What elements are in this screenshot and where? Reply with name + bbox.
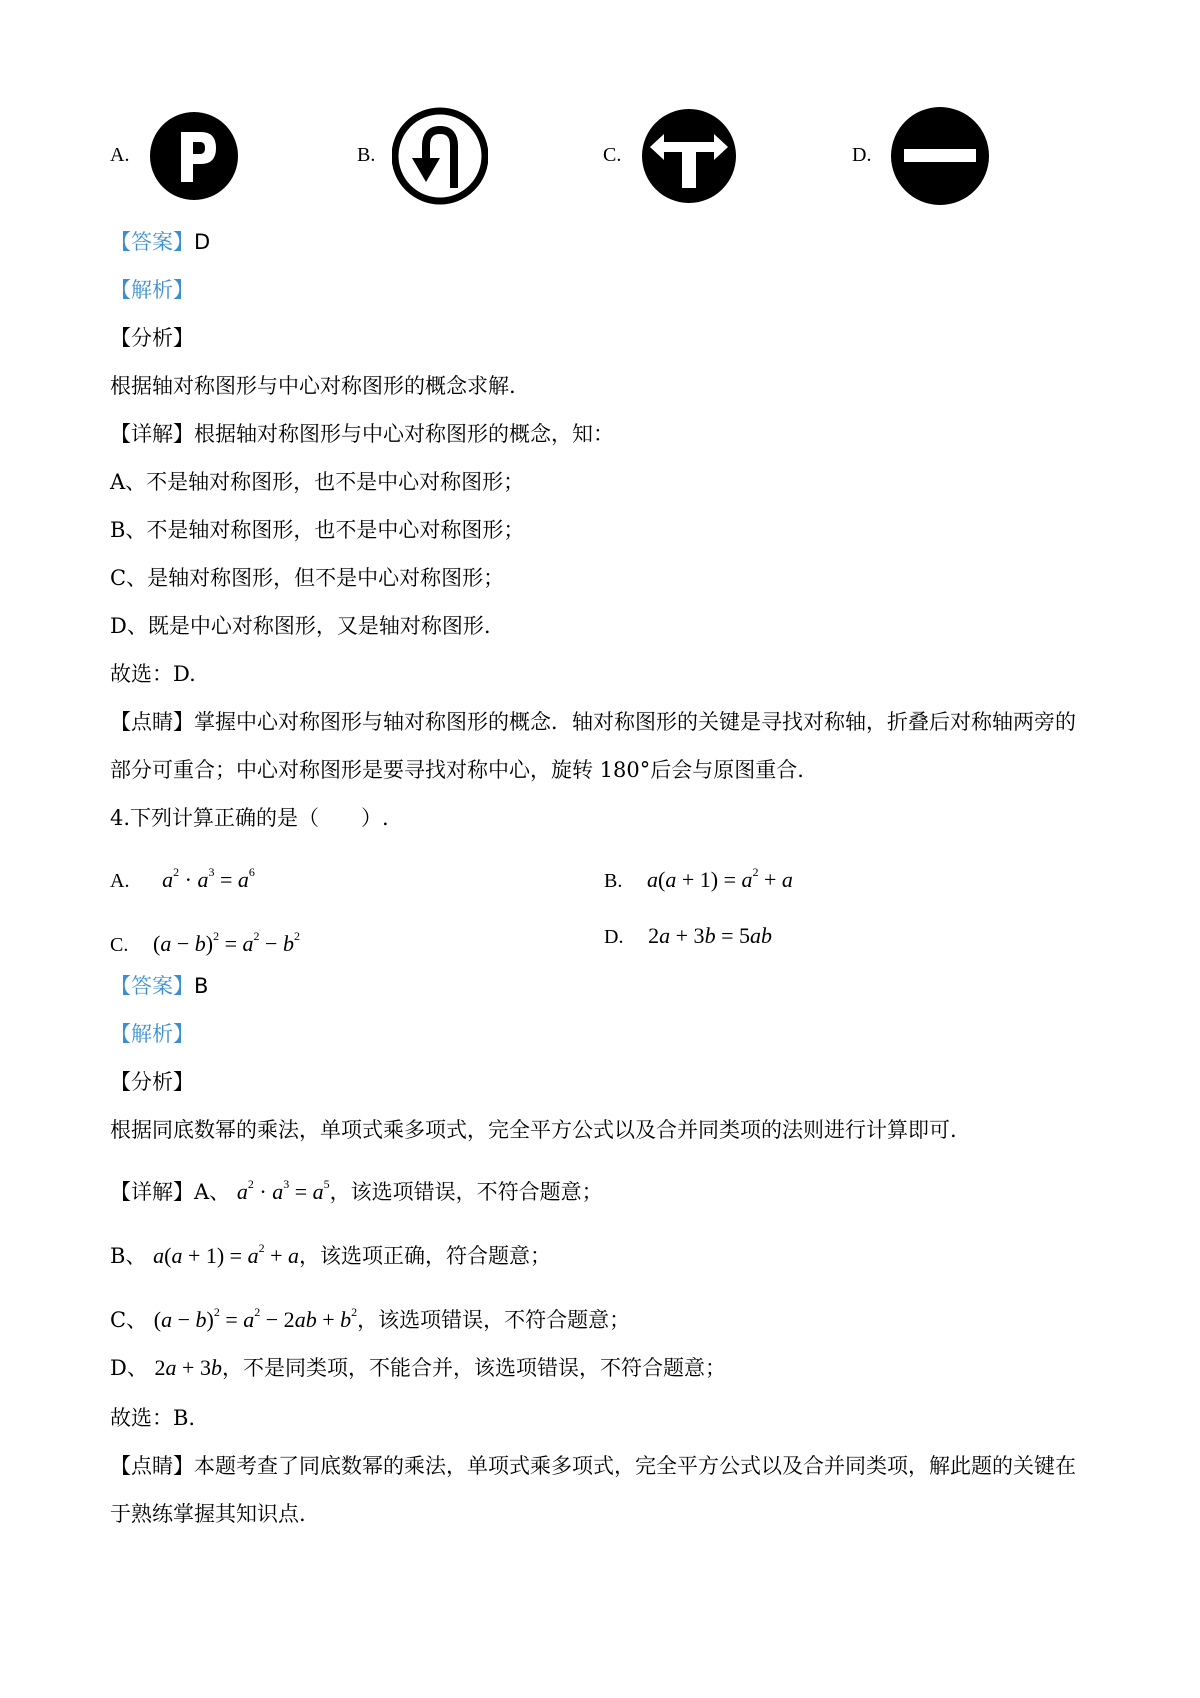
q4-analysis-tag: 【解析】 bbox=[110, 1022, 194, 1046]
q4-answer-value: B bbox=[194, 974, 209, 998]
q4-option-d-formula: 2a + 3b = 5ab bbox=[648, 923, 772, 948]
q4-option-a-formula: $a^2 \cdot a^3 = a^6$ bbox=[162, 865, 255, 892]
option-d-label: D. bbox=[852, 144, 872, 166]
comment-line-2: 部分可重合；中心对称图形是要寻找对称中心，旋转 180°后会与原图重合. bbox=[110, 758, 804, 782]
detail-option-a: A、不是轴对称图形，也不是中心对称图形； bbox=[110, 470, 525, 494]
detail-tag: 【详解】 bbox=[110, 422, 194, 446]
answer-value: D bbox=[194, 230, 211, 254]
fenxi-tag: 【分析】 bbox=[110, 326, 194, 350]
q4-detail-b-prefix: B、 bbox=[110, 1244, 147, 1268]
detail-option-c: C、是轴对称图形，但不是中心对称图形； bbox=[110, 566, 505, 590]
comment-tag: 【点睛】 bbox=[110, 710, 194, 734]
q4-option-d-label: D. bbox=[604, 926, 624, 948]
q4-option-b-label: B. bbox=[604, 870, 623, 892]
q4-detail-d-suffix: ，不是同类项，不能合并，该选项错误，不符合题意； bbox=[221, 1356, 726, 1380]
q4-option-b bbox=[604, 858, 793, 895]
q4-detail-c-formula: $(a - b)^2 = a^2 - 2ab + b^2$ bbox=[153, 1305, 358, 1332]
q4-option-d bbox=[604, 922, 772, 951]
q4-detail-c-suffix: ，该选项错误，不符合题意； bbox=[357, 1308, 631, 1332]
option-b-label: B. bbox=[357, 144, 376, 166]
q4-option-c-formula: $(a - b)^2 = a^2 - b^2$ bbox=[153, 929, 300, 956]
choice-line: 故选：D. bbox=[110, 662, 196, 686]
q4-option-b-formula: $a(a + 1) = a^2 + a$ bbox=[647, 865, 793, 892]
q4-detail-d-formula: 2a + 3b bbox=[154, 1355, 222, 1380]
q4-comment-line-1 bbox=[110, 1452, 1076, 1480]
u-turn-sign-icon bbox=[392, 106, 488, 206]
option-a-label: A. bbox=[110, 144, 130, 166]
no-entry-sign-icon bbox=[890, 106, 990, 206]
fenxi-text: 根据轴对称图形与中心对称图形的概念求解. bbox=[110, 374, 516, 398]
q4-detail-tag: 【详解】 bbox=[110, 1180, 194, 1204]
q4-comment-line-2: 于熟练掌握其知识点. bbox=[110, 1502, 306, 1526]
detail-line bbox=[110, 420, 614, 448]
left-right-turn-sign-icon bbox=[640, 106, 738, 206]
q4-detail-a-suffix: ，该选项错误，不符合题意； bbox=[329, 1180, 603, 1204]
q4-option-a-label: A. bbox=[110, 870, 130, 892]
q4-detail-c bbox=[110, 1298, 630, 1334]
q4-detail-d bbox=[110, 1354, 726, 1382]
q4-detail-a-formula: $a^2 \cdot a^3 = a^5$ bbox=[236, 1177, 330, 1204]
q4-detail-c-prefix: C、 bbox=[110, 1308, 148, 1332]
q4-fenxi-text: 根据同底数幂的乘法，单项式乘多项式，完全平方公式以及合并同类项的法则进行计算即可. bbox=[110, 1118, 957, 1142]
q4-comment-tag: 【点睛】 bbox=[110, 1454, 194, 1478]
comment-text-1: 掌握中心对称图形与轴对称图形的概念．轴对称图形的关键是寻找对称轴，折叠后对称轴两旁的 bbox=[194, 710, 1076, 734]
q4-stem: 4.下列计算正确的是（ ）. bbox=[110, 806, 389, 830]
q4-detail-b-formula: $a(a + 1) = a^2 + a$ bbox=[153, 1241, 300, 1268]
detail-option-d: D、既是中心对称图形，又是轴对称图形. bbox=[110, 614, 491, 638]
option-c-label: C. bbox=[603, 144, 622, 166]
parking-sign-icon bbox=[148, 110, 240, 202]
comment-line-1 bbox=[110, 708, 1076, 736]
q4-detail-b-suffix: ，该选项正确，符合题意； bbox=[299, 1244, 552, 1268]
analysis-tag: 【解析】 bbox=[110, 278, 194, 302]
q4-option-a bbox=[110, 858, 255, 895]
detail-option-b: B、不是轴对称图形，也不是中心对称图形； bbox=[110, 518, 525, 542]
q4-detail-d-prefix: D、 bbox=[110, 1356, 148, 1380]
q4-detail-b bbox=[110, 1234, 551, 1270]
q4-comment-text-1: 本题考查了同底数幂的乘法，单项式乘多项式，完全平方公式以及合并同类项，解此题的关键在 bbox=[194, 1454, 1076, 1478]
answer-tag: 【答案】 bbox=[110, 230, 194, 254]
q4-detail-a-prefix: A、 bbox=[194, 1180, 231, 1204]
q4-detail-a bbox=[110, 1170, 603, 1206]
q4-fenxi-tag: 【分析】 bbox=[110, 1070, 194, 1094]
q4-option-c bbox=[110, 922, 300, 959]
q4-option-c-label: C. bbox=[110, 934, 129, 956]
detail-text: 根据轴对称图形与中心对称图形的概念，知： bbox=[194, 422, 614, 446]
q4-answer-line bbox=[110, 972, 208, 1000]
q4-answer-tag: 【答案】 bbox=[110, 974, 194, 998]
q4-choice-line: 故选：B. bbox=[110, 1406, 196, 1430]
q3-answer-line bbox=[110, 228, 210, 256]
